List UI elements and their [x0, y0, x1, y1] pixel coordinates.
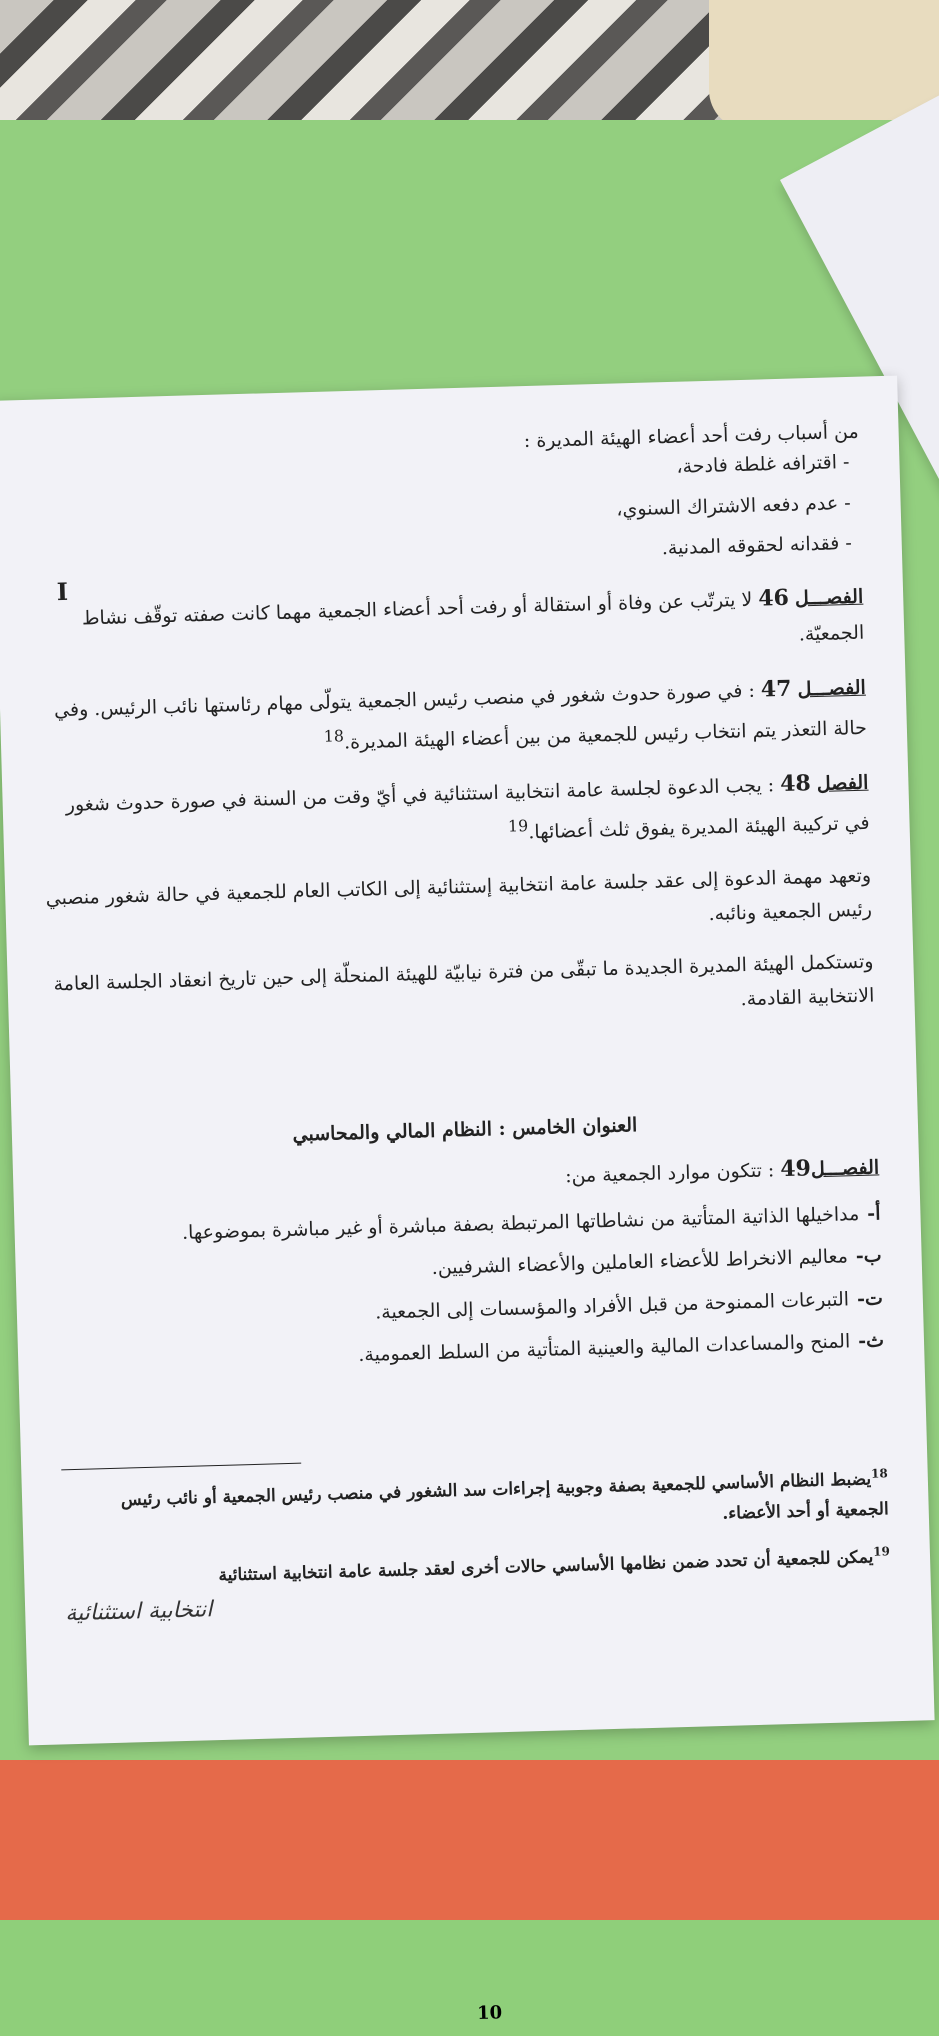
footnote-ref: 18	[323, 726, 345, 746]
paragraph: وتستكمل الهيئة المديرة الجديدة ما تبقّى من فترة نيابيّة للهيئة المنحلّة إلى حين تاريخ انعقاد الجلسة العامة الانتخابية القادمة.	[53, 950, 875, 1011]
resource-text: معاليم الانخراط للأعضاء العاملين والأعضاء الشرفيين.	[431, 1245, 849, 1280]
article-text: لا يترتّب عن وفاة أو استقالة أو رفت أحد أعضاء الجمعية مهما كانت صفته توقّف نشاط الجمعيّة.	[81, 588, 865, 646]
intro-line: من أسباب رفت أحد أعضاء الهيئة المديرة :	[523, 420, 859, 453]
resource-marker: ب-	[855, 1244, 882, 1268]
article-label: الفصـــل	[794, 585, 864, 610]
article-text: : في صورة حدوث شغور في منصب رئيس الجمعية يتولّى مهام رئاستها نائب الرئيس. وفي حالة التعذر يتم انتخاب رئيس للجمعية من بين أعضاء الهيئة المديرة.	[53, 680, 868, 754]
article-46	[37, 576, 865, 673]
article-number: 46	[757, 584, 790, 612]
article-label: الفصل	[816, 772, 869, 796]
footnote-divider	[61, 1463, 301, 1471]
article-text: : تتكون موارد الجمعية من:	[564, 1159, 775, 1188]
page-content	[33, 417, 892, 1627]
reason-item: - عدم دفعه الاشتراك السنوي،	[616, 491, 851, 521]
resource-marker: ت-	[856, 1286, 884, 1310]
article-48	[42, 763, 870, 863]
article-number: 49	[779, 1155, 812, 1183]
resource-marker: ث-	[857, 1329, 885, 1352]
article-number: 48	[779, 770, 812, 798]
document-page	[0, 376, 935, 2024]
background-beige-object	[709, 0, 939, 130]
article-47	[40, 668, 868, 768]
footnote-text: يمكن للجمعية أن تحدد ضمن نظامها الأساسي حالات أخرى لعقد جلسة عامة انتخابية استثنائية	[218, 1547, 874, 1586]
reason-item: - فقدانه لحقوقه المدنية.	[661, 532, 853, 560]
article-label: الفصـــل	[810, 1156, 880, 1181]
footnote-ref: 19	[507, 816, 529, 836]
paragraph: وتعهد مهمة الدعوة إلى عقد جلسة عامة انتخابية إستثنائية إلى الكاتب العام للجمعية في حالة شغور منصبي رئيس الجمعية ونائبه.	[45, 864, 873, 925]
resource-marker: أ-	[866, 1202, 881, 1225]
footnote-number: 18	[870, 1466, 888, 1481]
resource-text: المنح والمساعدات المالية والعينية المتأتية من السلط العمومية.	[358, 1330, 851, 1366]
section-heading: العنوان الخامس : النظام المالي والمحاسبي	[292, 1114, 638, 1147]
footnote-text: يضبط النظام الأساسي للجمعية بصفة وجوبية إجراءات سد الشغور في منصب رئيس الجمعية أو نائب رئيس الجمعية أو أحد الأعضاء.	[120, 1469, 889, 1525]
handwritten-note: انتخابية استثنائية	[64, 1597, 213, 1627]
article-text: : يجب الدعوة لجلسة عامة انتخابية استثنائية في أيّ وقت من السنة في صورة حدوث شغور في تركيبة الهيئة المديرة يفوق ثلث أعضائها.	[65, 774, 870, 844]
footnote-number: 19	[872, 1544, 891, 1559]
article-label: الفصـــل	[797, 676, 867, 701]
page-number: 10	[476, 2002, 503, 2024]
margin-mark: I	[56, 576, 69, 607]
reason-item: - اقترافه غلطة فادحة،	[676, 451, 850, 479]
article-number: 47	[760, 676, 792, 703]
resource-text: مداخيلها الذاتية المتأتية من نشاطاتها المرتبطة بصفة مباشرة أو غير مباشرة بموضوعها.	[181, 1202, 860, 1244]
resource-text: التبرعات الممنوحة من قبل الأفراد والمؤسسات إلى الجمعية.	[374, 1287, 850, 1324]
footnote	[62, 1463, 889, 1548]
background-orange-surface	[0, 1760, 939, 1920]
